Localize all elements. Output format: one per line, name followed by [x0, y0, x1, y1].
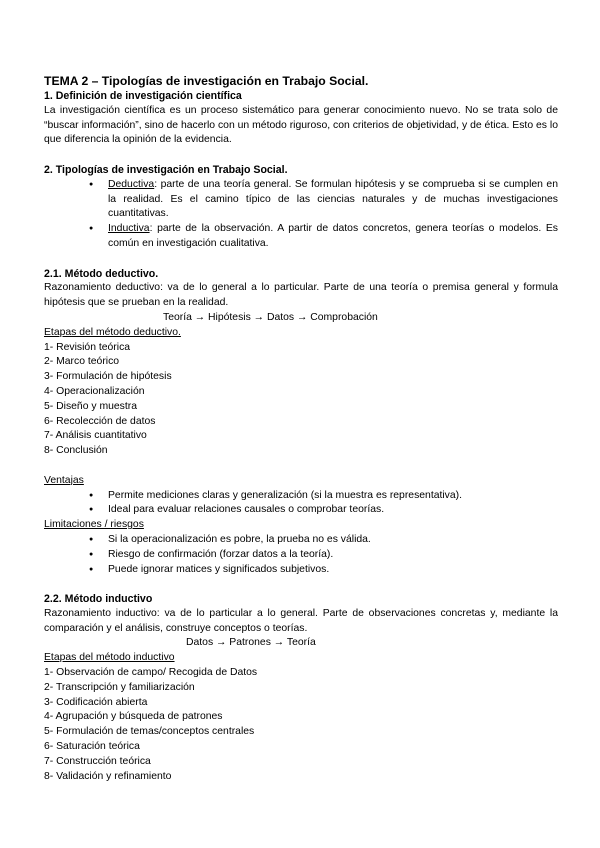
spacer: [44, 577, 558, 592]
term-desc: : parte de una teoría general. Se formulan hipótesis y se comprueba si se cumplen en la realidad. Es el camino típico de las ciencias naturales y de muchas investigaciones cuantitativas.: [108, 178, 558, 220]
term-desc: : parte de la observación. A partir de datos concretos, genera teorías o modelos. Es común en investigación cualitativa.: [108, 223, 558, 249]
flow-deductivo: Teoría → Hipótesis → Datos → Comprobación: [163, 311, 378, 323]
list-item: 8- Conclusión: [44, 445, 108, 457]
list-item: 3- Formulación de hipótesis: [44, 371, 172, 383]
list-item: ● Riesgo de confirmación (forzar datos a la teoría).: [44, 548, 558, 563]
list-item: ● Si la operacionalización es pobre, la prueba no es válida.: [44, 533, 558, 548]
stages-title-deductivo: Etapas del método deductivo.: [44, 326, 181, 338]
list-item: 1- Revisión teórica: [44, 341, 131, 353]
paragraph-deductivo: Razonamiento deductivo: va de lo general a lo particular. Parte de una teoría o premisa general y formula hipótesis que se prueban en la realidad.: [44, 282, 558, 309]
stages-list-deductivo: [44, 341, 558, 459]
term-deductiva: Deductiva: [108, 178, 155, 190]
list-item: ● Ideal para evaluar relaciones causales o comprobar teorías.: [44, 503, 558, 518]
list-item: 1- Observación de campo/ Recogida de Datos: [44, 667, 258, 679]
term-inductiva: Inductiva: [108, 223, 150, 235]
stages-title-inductivo: Etapas del método inductivo: [44, 652, 175, 664]
paragraph-definicion: La investigación científica es un proceso sistemático para generar conocimiento nuevo. No se trata solo de “buscar información”, sino de hacerlo con un método riguroso, con criterios de objetividad, y de ética. Esto es lo que diferencia la opinión de la evidencia.: [44, 104, 558, 146]
limitaciones-list: [44, 533, 558, 577]
list-item: [44, 178, 558, 222]
list-item: 6- Saturación teórica: [44, 741, 140, 753]
list-item: 2- Transcripción y familiarización: [44, 681, 195, 693]
heading-definicion: 1. Definición de investigación científica: [44, 90, 242, 102]
list-item: ● Permite mediciones claras y generalización (si la muestra es representativa).: [44, 489, 558, 504]
ventajas-list: [44, 489, 558, 519]
stages-list-inductivo: [44, 666, 558, 784]
list-item: [44, 222, 558, 252]
paragraph-inductivo: Razonamiento inductivo: va de lo particular a lo general. Parte de observaciones concretas y, mediante la comparación y el análisis, construye conceptos o teorías.: [44, 607, 558, 634]
list-item: 8- Validación y refinamiento: [44, 770, 172, 782]
limitaciones-title: Limitaciones / riesgos: [44, 519, 144, 531]
list-item: 4- Operacionalización: [44, 385, 145, 397]
heading-metodo-deductivo: 2.1. Método deductivo.: [44, 267, 159, 280]
list-item: 7- Análisis cuantitativo: [44, 430, 147, 442]
heading-tipologias: 2. Tipologías de investigación en Trabajo Social.: [44, 163, 288, 176]
list-item: 5- Formulación de temas/conceptos centrales: [44, 726, 255, 738]
list-item: ● Puede ignorar matices y significados subjetivos.: [44, 563, 558, 578]
heading-metodo-inductivo: 2.2. Método inductivo: [44, 593, 153, 606]
spacer: [44, 459, 558, 474]
list-item: 3- Codificación abierta: [44, 696, 148, 708]
list-item: 6- Recolección de datos: [44, 415, 156, 427]
spacer: [44, 148, 558, 163]
list-item: 2- Marco teórico: [44, 356, 120, 368]
list-item: 4- Agrupación y búsqueda de patrones: [44, 711, 223, 723]
list-item: 7- Construcción teórica: [44, 755, 151, 767]
document-title: TEMA 2 – Tipologías de investigación en Trabajo Social.: [44, 74, 369, 88]
flow-inductivo: Datos → Patrones → Teoría: [186, 637, 316, 649]
document-page: [44, 73, 558, 784]
spacer: [44, 252, 558, 267]
list-item: 5- Diseño y muestra: [44, 400, 137, 412]
ventajas-title: Ventajas: [44, 474, 84, 486]
tipologias-list: [44, 178, 558, 252]
